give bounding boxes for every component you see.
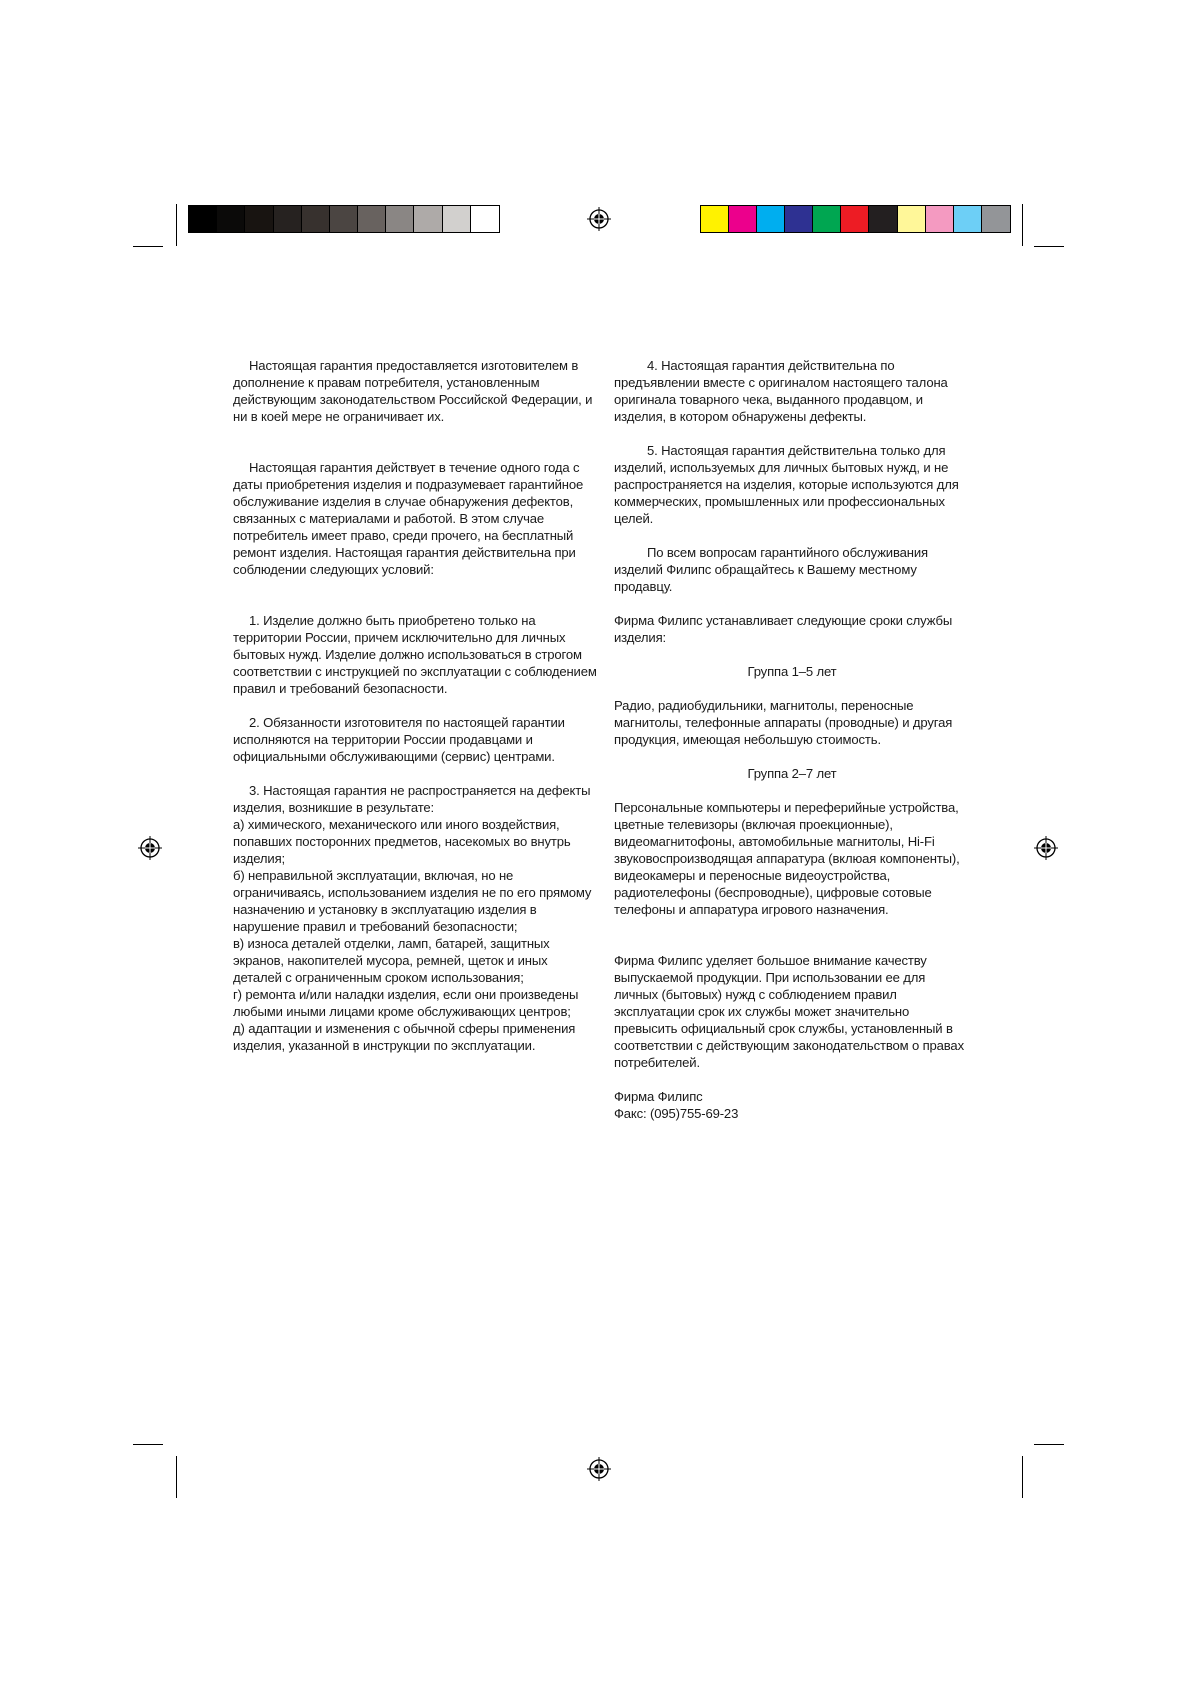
service-life-intro: Фирма Филипс устанавливает следующие сроки службы изделия: [614,613,953,645]
color-swatch [813,206,841,232]
registration-mark-bottom-icon [587,1457,611,1481]
crop-mark-bottom-right-v [1022,1456,1023,1498]
gray-swatch [386,206,414,232]
condition-3-paragraph: 3. Настоящая гарантия не распространяется на дефекты изделия, возникшие в результате: [233,783,591,815]
registration-mark-right-icon [1034,836,1058,860]
intro-paragraph: Настоящая гарантия предоставляется изготовителем в дополнение к правам потребителя, установленным действующим законодательством Российской Федерации, и ни в коей мере не ограничивает их. [233,358,593,424]
color-swatch [954,206,982,232]
crop-mark-top-left-v [176,204,177,246]
exclusion-c: в) износа деталей отделки, ламп, батарей, защитных экранов, накопителей мусора, ремней, щеток и иных деталей с ограниченным сроком использования; [233,936,550,985]
signature-company: Фирма Филипс [614,1089,703,1104]
service-contact-paragraph: По всем вопросам гарантийного обслуживания изделий Филипс обращайтесь к Вашему местному продавцу. [614,545,928,594]
group-1-title: Группа 1–5 лет [747,664,837,679]
right-column [614,357,970,1122]
color-swatch [982,206,1010,232]
color-swatch [785,206,813,232]
color-swatch [869,206,897,232]
condition-5-paragraph: 5. Настоящая гарантия действительна только для изделий, используемых для личных бытовых нужд, и не распространяется на изделия, которые используются для коммерческих, промышленных или профессиональных целей. [614,443,959,526]
gray-swatch [358,206,386,232]
signature-fax: Факс: (095)755-69-23 [614,1106,739,1121]
color-swatch [757,206,785,232]
crop-mark-top-right-h [1034,246,1064,247]
exclusion-d: г) ремонта и/или наладки изделия, если они произведены любыми иными лицами кроме обслуживающих центров; [233,987,579,1019]
crop-mark-top-left-h [133,246,163,247]
registration-mark-top-icon [587,207,611,231]
color-swatch [926,206,954,232]
gray-swatch [414,206,442,232]
registration-mark-left-icon [138,836,162,860]
group-2-title: Группа 2–7 лет [747,766,837,781]
group-1-text: Радио, радиобудильники, магнитолы, переносные магнитолы, телефонные аппараты (проводные) и другая продукция, имеющая небольшую стоимость. [614,698,953,747]
color-swatch [841,206,869,232]
color-swatch [701,206,729,232]
left-column [233,357,597,1054]
group-2-text: Персональные компьютеры и переферийные устройства, цветные телевизоры (включая проекционные), видеомагнитофоны, автомобильные магнитолы, Hi-Fi звуковоспроизводящая аппаратура (вклюая компоненты), видеокамеры и переносные видеоустройства, радиотелефоны (беспроводные), цифровые сотовые телефоны и аппаратура игрового назначения. [614,800,960,917]
crop-mark-bottom-left-h [133,1444,163,1445]
gray-swatch [189,206,217,232]
gray-swatch [443,206,471,232]
condition-2-paragraph: 2. Обязанности изготовителя по настоящей гарантии исполняются на территории России продавцами и официальными обслуживающими (сервис) центрами. [233,715,565,764]
exclusion-e: д) адаптации и изменения с обычной сферы применения изделия, указанной в инструкции по эксплуатации. [233,1021,576,1053]
quality-paragraph: Фирма Филипс уделяет большое внимание качеству выпускаемой продукции. При использовании ее для личных (бытовых) нужд с соблюдением правил эксплуатации срок их службы может значительно превысить официальный срок службы, установленный в соответствии с действующим законодательством о правах потребителей. [614,953,964,1070]
warranty-period-paragraph: Настоящая гарантия действует в течение одного года с даты приобретения изделия и подразумевает гарантийное обслуживание изделия в случае обнаружения дефектов, связанных с материалами и работой. В этом случае потребитель имеет право, среди прочего, на бесплатный ремонт изделия. Настоящая гарантия действительна при соблюдении следующих условий: [233,460,584,577]
gray-swatch [245,206,273,232]
exclusion-a: а) химического, механического или иного воздействия, попавших посторонних предметов, насекомых во внутрь изделия; [233,817,571,866]
color-swatch [898,206,926,232]
gray-swatch [302,206,330,232]
gray-swatch [274,206,302,232]
crop-mark-top-right-v [1022,204,1023,246]
process-color-bar [700,205,1011,233]
gray-swatch [330,206,358,232]
gray-swatch [471,206,499,232]
gray-swatch [217,206,245,232]
color-swatch [729,206,757,232]
exclusion-b: б) неправильной эксплуатации, включая, но не ограничиваясь, использованием изделия не по его прямому назначению и установку в эксплуатацию изделия в нарушение правил и требований безопасности; [233,868,592,934]
condition-1-paragraph: 1. Изделие должно быть приобретено только на территории России, причем исключительно для личных бытовых нужд. Изделие должно использоваться в строгом соответствии с инструкцией по эксплуатации с соблюдением правил и требований безопасности. [233,613,597,696]
grayscale-color-bar [188,205,500,233]
crop-mark-bottom-left-v [176,1456,177,1498]
condition-4-paragraph: 4. Настоящая гарантия действительна по предъявлении вместе с оригиналом настоящего талона оригинала товарного чека, выданного продавцом, и изделия, в котором обнаружены дефекты. [614,358,948,424]
crop-mark-bottom-right-h [1034,1444,1064,1445]
